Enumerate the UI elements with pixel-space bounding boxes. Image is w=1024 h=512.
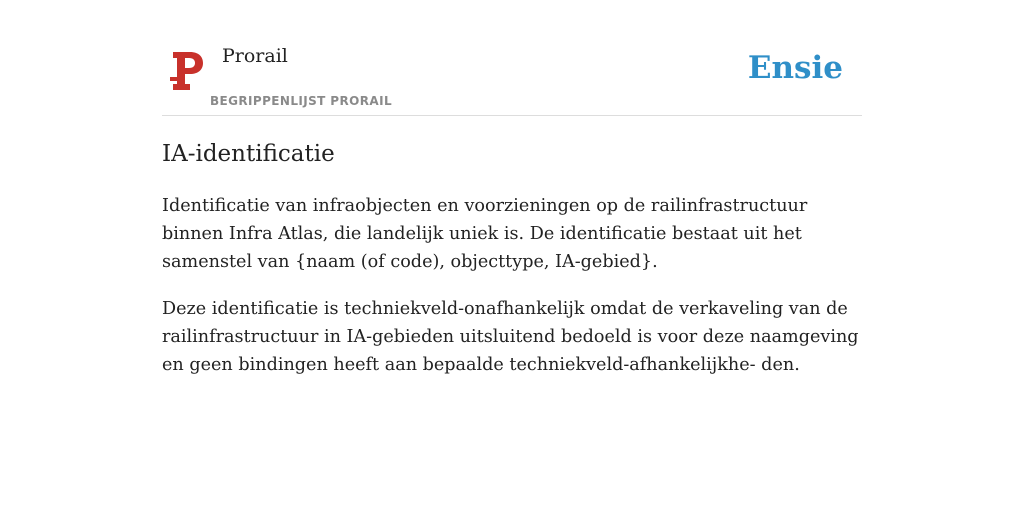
definition-paragraph: Identificatie van infraobjecten en voorzieningen op de railinfrastructuur binnen Infra Atlas, die landelijk uniek is. De identificatie bestaat uit het samenstel van {naam (of code), objecttype, IA-gebied}. [162, 196, 808, 272]
prorail-logo-icon[interactable] [170, 52, 204, 90]
header [162, 40, 862, 116]
term-title: IA-identificatie [162, 141, 335, 167]
page [162, 0, 862, 379]
definition-paragraph: Deze identificatie is techniekveld-onafhankelijk omdat de verkaveling van de railinfrastructuur in IA-gebieden uitsluitend bedoeld is voor deze naamgeving en geen bindingen heeft aan bepaalde techniekveld-afhankelijkhe- den. [162, 299, 859, 375]
glossary-owner-name[interactable]: Prorail [222, 45, 288, 67]
ensie-brand-link[interactable]: Ensie [747, 50, 843, 86]
glossary-subtitle: BEGRIPPENLIJST PRORAIL [210, 94, 392, 108]
